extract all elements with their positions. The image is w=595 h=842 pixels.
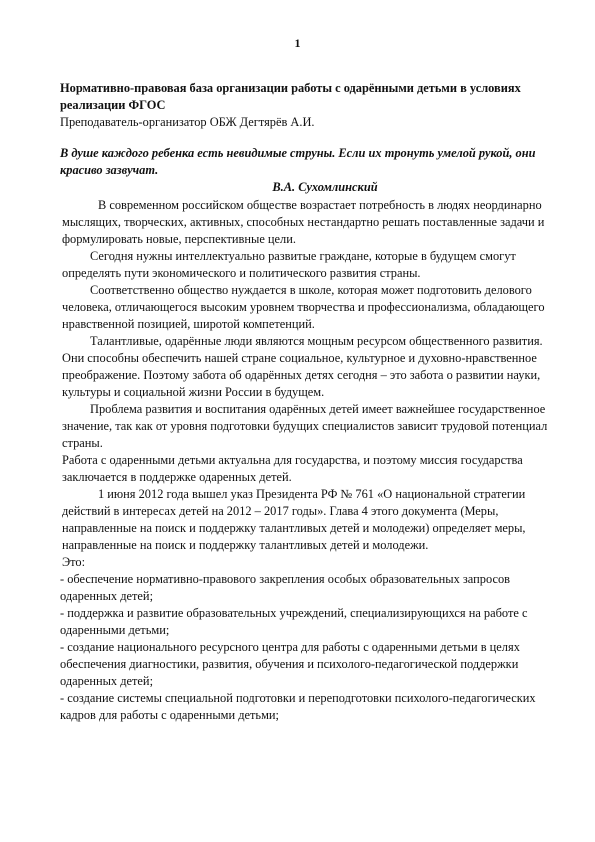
document-title: Нормативно-правовая база организации работы с одарёнными детьми в условиях реализации ФГОС: [60, 81, 521, 112]
paragraph: В современном российском обществе возрастает потребность в людях неординарно мыслящих, творческих, активных, способных нестандартно решать поставленные задачи и формулировать новые, перспективные цели.: [62, 198, 545, 246]
paragraph: Соответственно общество нуждается в школе, которая может подготовить делового человека, отличающегося высоким уровнем творчества и профессионализма, обладающего нравственной позицией, широтой компетенций.: [62, 283, 545, 331]
epigraph-author: В.А. Сухомлинский: [272, 180, 378, 194]
paragraph: Работа с одаренными детьми актуальна для государства, и поэтому миссия государства заключается в поддержке одаренных детей.: [62, 453, 523, 484]
paragraph: 1 июня 2012 года вышел указ Президента РФ № 761 «О национальной стратегии действий в интересах детей на 2012 – 2017 годы». Глава 4 этого документа (Меры, направленные на поиск и поддержку талантливых детей и молодежи) определяет меры, направленные на поиск и поддержку талантливых детей и молодежи.: [62, 487, 526, 552]
list-item: - обеспечение нормативно-правового закрепления особых образовательных запросов одаренных детей;: [60, 572, 510, 603]
list-item: - поддержка и развитие образовательных учреждений, специализирующихся на работе с одаренными детьми;: [60, 606, 528, 637]
epigraph-text: В душе каждого ребенка есть невидимые струны. Если их тронуть умелой рукой, они красиво зазвучат.: [60, 146, 536, 177]
list-item: - создание системы специальной подготовки и переподготовки психолого-педагогических кадров для работы с одаренными детьми;: [60, 691, 536, 722]
paragraph: Сегодня нужны интеллектуально развитые граждане, которые в будущем смогут определять пути экономического и политического развития страны.: [62, 249, 516, 280]
list-item: - создание национального ресурсного центра для работы с одаренными детьми в целях обеспечения диагностики, развития, обучения и психолого-педагогической поддержки одаренных детей;: [60, 640, 520, 688]
paragraph: Это:: [62, 555, 86, 569]
paragraph: Проблема развития и воспитания одарённых детей имеет важнейшее государственное значение, так как от уровня подготовки будущих специалистов зависит трудовой потенциал страны.: [62, 402, 548, 450]
document-author: Преподаватель-организатор ОБЖ Дегтярёв А.И.: [60, 115, 315, 129]
paragraph: Талантливые, одарённые люди являются мощным ресурсом общественного развития. Они способны обеспечить нашей стране социальное, культурное и духовно-нравственное преображение. Поэтому забота об одарённых детях сегодня – это забота о развитии науки, культуры и социальной жизни России в будущем.: [62, 334, 543, 399]
page-number: 1: [294, 36, 301, 50]
document-body: [60, 80, 550, 724]
